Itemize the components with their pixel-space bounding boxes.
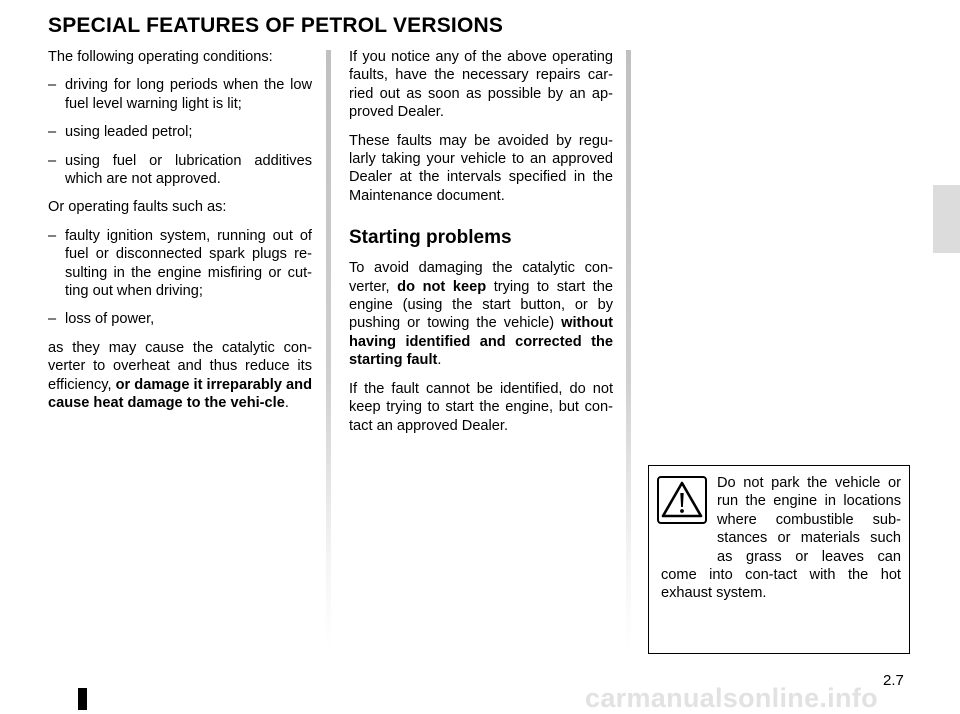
list-item: – loss of power, [48, 311, 155, 328]
list-item: – using leaded petrol; [48, 124, 193, 141]
page-number: 2.7 [883, 672, 904, 689]
warning-text: Do not park the vehicle or run the engine in locations where combustible sub-stances or materials such as grass or leaves can come into con-tact with the hot exhaust system. [661, 475, 901, 602]
chapter-tab [933, 185, 960, 253]
consequence-paragraph: as they may cause the catalytic con-verter to overheat and thus reduce its efficiency, or damage it irreparably and cause heat damage to the vehi-cle. [48, 339, 312, 412]
repairs-paragraph: If you notice any of the above operating faults, have the necessary repairs car-ried out as soon as possible by an ap-proved Dealer. [349, 49, 613, 121]
fault-unidentified-paragraph: If the fault cannot be identified, do not keep trying to start the engine, but con-tact an approved Dealer. [349, 380, 613, 434]
conditions-intro: The following operating conditions: [48, 49, 273, 65]
watermark: carmanualsonline.info [585, 683, 878, 713]
dash-bullet: – [48, 227, 57, 244]
dash-bullet: – [48, 77, 57, 94]
dash-bullet: – [48, 152, 57, 169]
column-separator [326, 50, 331, 650]
maintenance-paragraph: These faults may be avoided by regu-larly taking your vehicle to an approved Dealer at the intervals specified in the Maintenance document. [349, 132, 613, 204]
left-column [48, 48, 312, 423]
crop-mark [78, 688, 87, 710]
page-title: SPECIAL FEATURES OF PETROL VERSIONS [48, 14, 504, 37]
column-separator [626, 50, 631, 650]
section-heading-starting-problems: Starting problems [349, 227, 512, 249]
warning-box [648, 465, 910, 654]
list-item: – using fuel or lubrication additives which are not approved. [48, 152, 312, 188]
faults-intro: Or operating faults such as: [48, 199, 227, 216]
middle-column [349, 48, 613, 445]
list-item: – faulty ignition system, running out of fuel or disconnected spark plugs re-sulting in the engine misfiring or cut-ting out when driving; [48, 227, 312, 300]
dash-bullet: – [48, 124, 57, 141]
list-item: – driving for long periods when the low fuel level warning light is lit; [48, 77, 312, 112]
starting-paragraph: To avoid damaging the catalytic con-verter, do not keep trying to start the engine (using the start button, or by pushing or towing the vehicle) without having identified and corrected the starting fault. [349, 260, 614, 369]
dash-bullet: – [48, 311, 57, 328]
